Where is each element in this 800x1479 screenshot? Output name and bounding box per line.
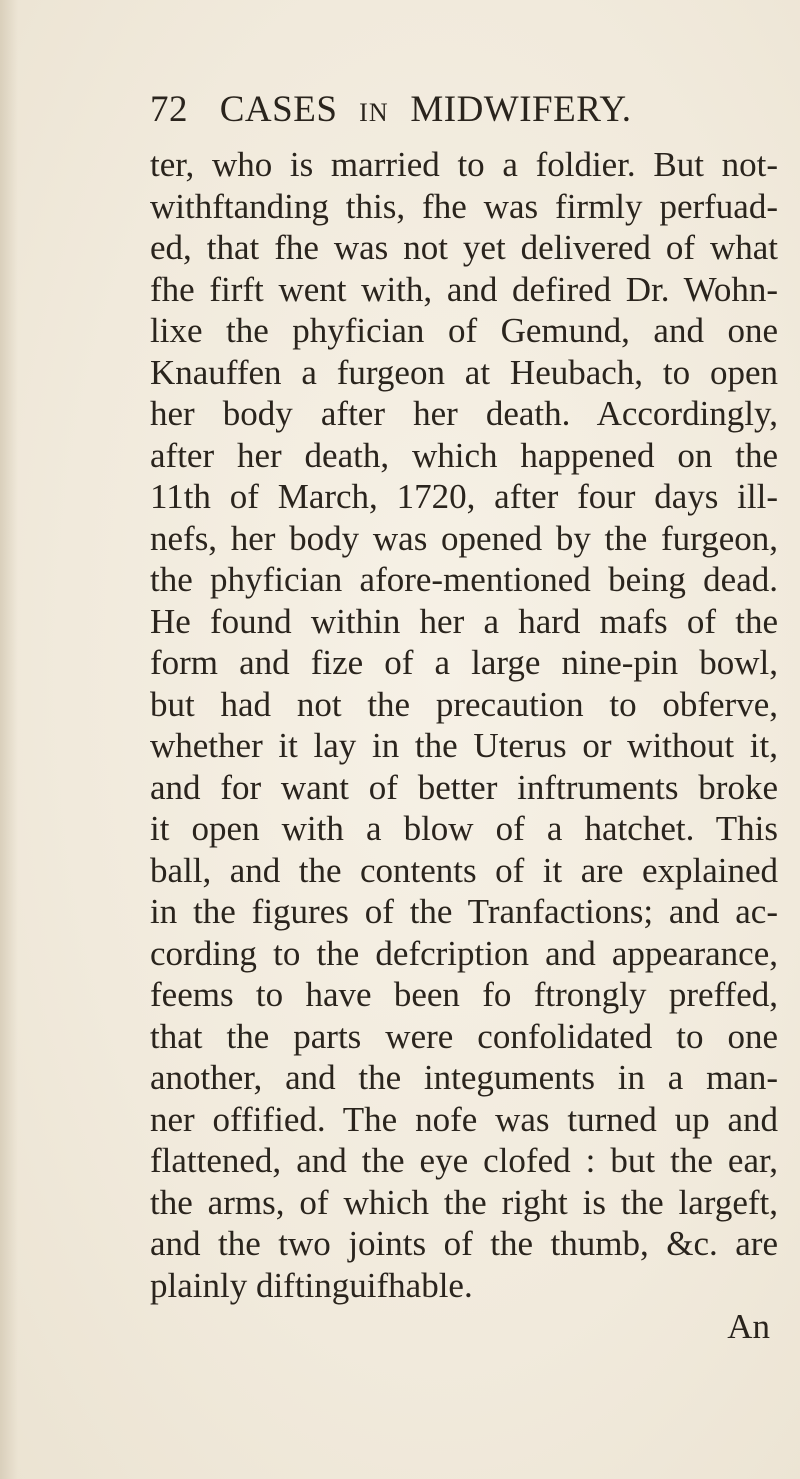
text-line: plainly diftinguifhable. [150,1265,473,1305]
text-line: lixe the phyfician of Gemund, and one [150,311,778,350]
text-line: ball, and the contents of it are explained [150,850,778,890]
text-line: but had not the precaution to obferve, [150,684,778,724]
page-number: 72 [150,89,188,130]
text-line: ner offified. The nofe was turned up and [150,1099,778,1139]
page-edge-shadow [0,0,18,1479]
text-line: withftanding this, fhe was firmly perfuad- [150,186,778,226]
text-line: and for want of better inftruments broke [150,767,778,807]
text-line: form and fize of a large nine-pin bowl, [150,643,778,682]
catchword-line [150,1306,778,1348]
text-line: in the figures of the Tranfactions; and ac- [150,892,778,931]
text-line: nefs, her body was opened by the furgeon, [150,518,778,558]
text-line: and the two joints of the thumb, &c. are [150,1224,778,1263]
text-line: whether it lay in the Uterus or without it, [150,726,778,765]
text-line: the phyfician afore-mentioned being dead. [150,560,778,599]
text-line: ed, that fhe was not yet delivered of what [150,228,778,267]
running-header [150,88,632,131]
header-title-cases: CASES [219,89,338,130]
text-line: fhe firft went with, and defired Dr. Wohn- [150,269,778,309]
text-line: the arms, of which the right is the largeft, [150,1182,778,1222]
text-line: 11th of March, 1720, after four days ill- [150,477,778,516]
text-line: cording to the defcription and appearance, [150,933,778,973]
body-text [150,144,778,1348]
text-line: flattened, and the eye clofed : but the ear, [150,1141,778,1180]
text-line: ter, who is married to a foldier. But not- [150,145,778,184]
text-line: that the parts were confolidated to one [150,1016,778,1056]
text-line: He found within her a hard mafs of the [150,601,778,641]
text-line: Knauffen a furgeon at Heubach, to open [150,352,778,392]
catchword: An [727,1307,770,1346]
header-title-in: IN [359,98,389,127]
text-line: her body after her death. Accordingly, [150,394,778,433]
text-line: feems to have been fo ftrongly preffed, [150,975,778,1014]
text-line: it open with a blow of a hatchet. This [150,809,778,848]
header-title-midwifery: MIDWIFERY. [410,89,632,130]
text-line: after her death, which happened on the [150,435,778,475]
text-line: another, and the integuments in a man- [150,1058,778,1097]
